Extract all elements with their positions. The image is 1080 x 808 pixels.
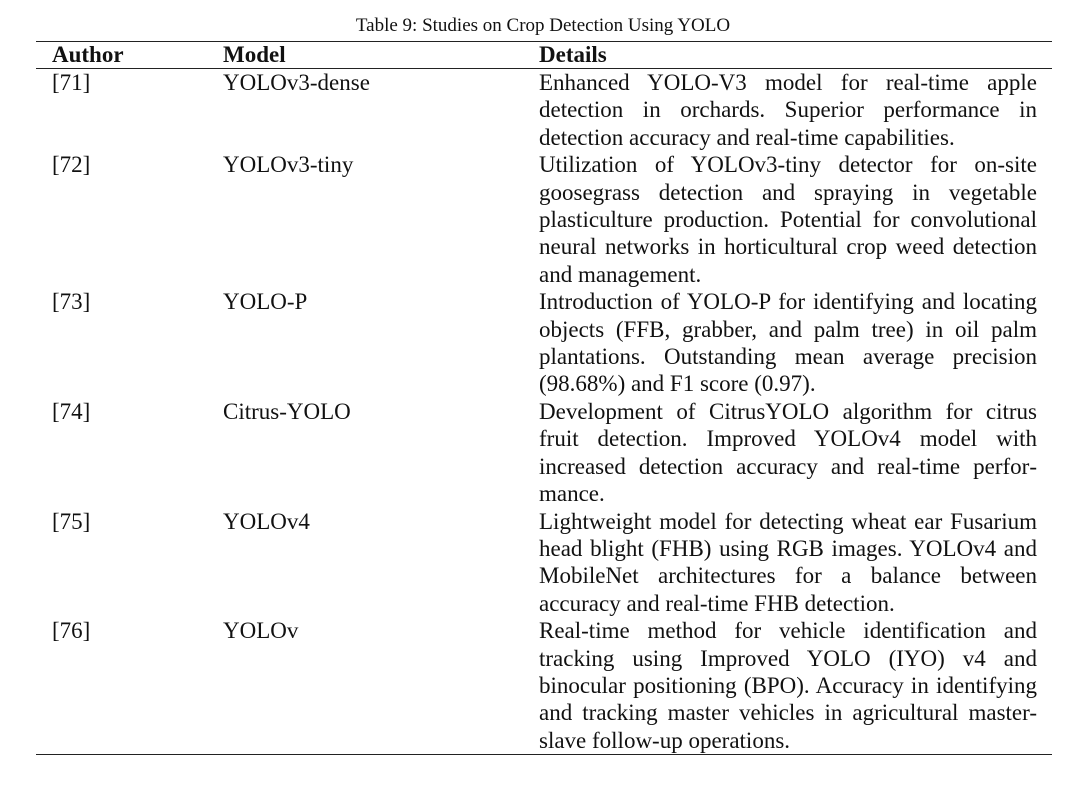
model-cell: YOLOv bbox=[223, 618, 299, 644]
studies-table bbox=[36, 41, 1052, 755]
model-cell: YOLOv3-dense bbox=[223, 70, 370, 95]
table-row bbox=[36, 398, 1052, 508]
details-cell: Utilization of YOLOv3-tiny detector for on-site goosegrass detection and spraying in vegetable plasticulture production. Potential for convolutional neural networks in horticultural crop weed detection and management. bbox=[539, 152, 1037, 287]
details-cell: Lightweight model for detecting wheat ear Fusarium head blight (FHB) using RGB images. YOLOv4 and MobileNet architectures for a balance between accuracy and real-time FHB detection. bbox=[539, 508, 1037, 616]
author-cell: [74] bbox=[52, 398, 91, 424]
author-cell: [73] bbox=[52, 289, 91, 315]
table-row bbox=[36, 288, 1052, 398]
bottom-rule bbox=[36, 754, 1052, 755]
header-author: Author bbox=[52, 42, 124, 67]
table-caption: Table 9: Studies on Crop Detection Using YOLO bbox=[355, 15, 731, 36]
table-row bbox=[36, 151, 1052, 288]
model-cell: YOLOv4 bbox=[223, 508, 310, 534]
author-cell: [75] bbox=[52, 508, 91, 534]
table-header-row bbox=[36, 42, 1052, 68]
details-cell: Enhanced YOLO-V3 model for real-time apple detection in orchards. Superior performance in detection accuracy and real-time capabilities. bbox=[539, 70, 1037, 150]
header-model: Model bbox=[223, 42, 286, 67]
details-cell: Development of CitrusYOLO algorithm for citrus fruit detection. Improved YOLOv4 model with increased detection accuracy and real-time performance. bbox=[539, 398, 1037, 507]
author-cell: [72] bbox=[52, 152, 91, 178]
details-cell: Real-time method for vehicle identification and tracking using Improved YOLO (IYO) v4 and binocular positioning (BPO). Accuracy in identifying and tracking master vehicles in agricultural master-slave follow-up operations. bbox=[539, 618, 1037, 753]
author-cell: [71] bbox=[52, 70, 91, 95]
table-row bbox=[36, 69, 1052, 151]
details-cell: Introduction of YOLO-P for identifying and locating objects (FFB, grabber, and palm tree) in oil palm plantations. Outstanding mean average precision (98.68%) and F1 score (0.97). bbox=[539, 289, 1037, 397]
table-row bbox=[36, 617, 1052, 754]
table-row bbox=[36, 508, 1052, 618]
header-details: Details bbox=[539, 42, 607, 67]
model-cell: Citrus-YOLO bbox=[223, 398, 351, 424]
model-cell: YOLO-P bbox=[223, 289, 308, 315]
model-cell: YOLOv3-tiny bbox=[223, 152, 354, 178]
author-cell: [76] bbox=[52, 618, 91, 644]
